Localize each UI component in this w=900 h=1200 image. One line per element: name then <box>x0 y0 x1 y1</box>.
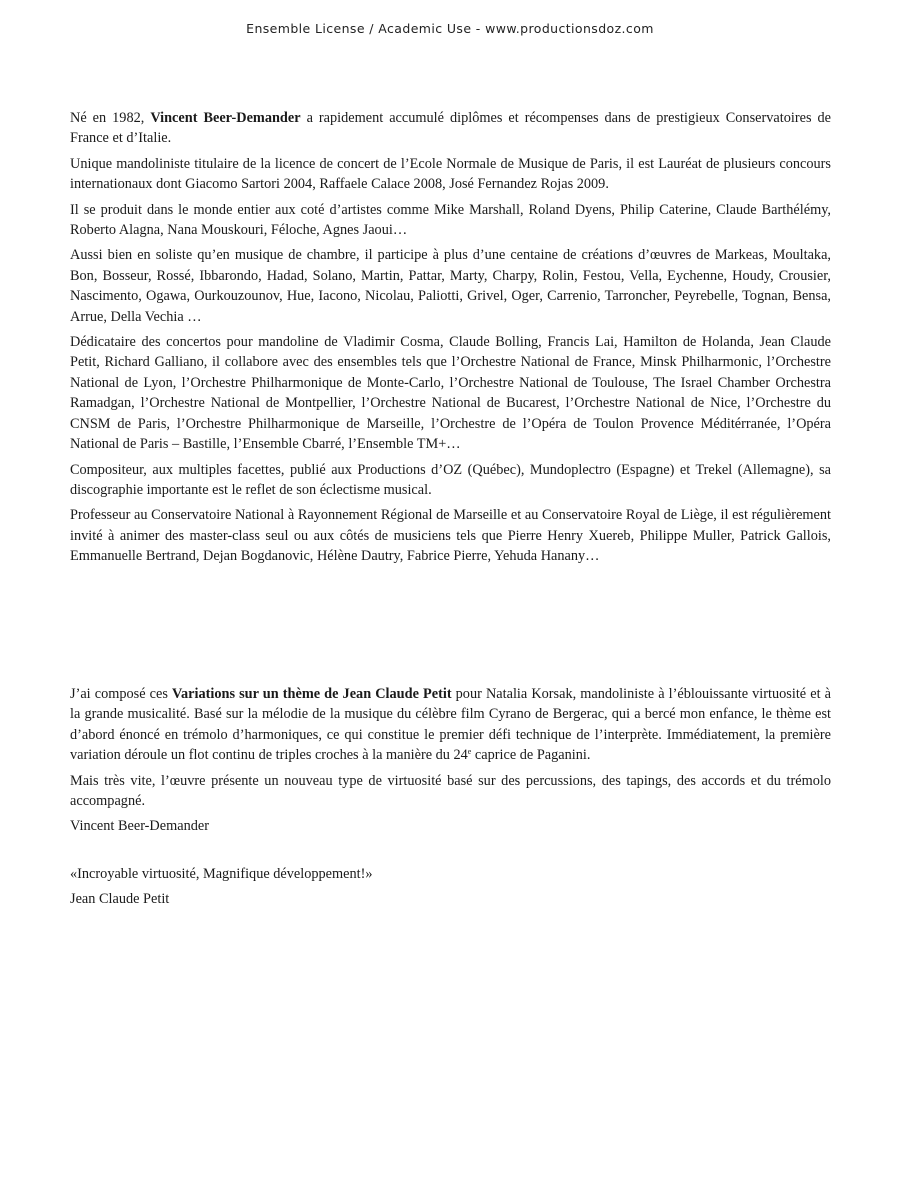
note-paragraph-2: Mais très vite, l’œuvre présente un nouveau type de virtuosité basé sur des percussions, des tapings, des accords et du trémolo accompagné. <box>70 772 831 810</box>
bio-paragraph-7: Professeur au Conservatoire National à Rayonnement Régional de Marseille et au Conservatoire Royal de Liège, il est régulièrement invité à animer des master-class seul ou aux côtés de musiciens tels que Pierre Henry Xuereb, Philippe Muller, Patrick Gallois, Emmanuelle Bertrand, Dejan Bogdanovic, Hélène Dautry, Fabrice Pierre, Yehuda Hanany… <box>70 507 831 565</box>
bio-paragraph-5: Dédicataire des concertos pour mandoline de Vladimir Cosma, Claude Bolling, Francis Lai, Hamilton de Holanda, Jean Claude Petit, Richard Galliano, il collabore avec des ensembles tels que l’Orchestre National de France, Minsk Philharmonic, l’Orchestre National de Lyon, l’Orchestre Philharmonique de Monte-Carlo, l’Orchestre National de Toulouse, The Israel Chamber Orchestra Ramadgan, l’Orchestre National de Montpellier, l’Orchestre National de Bucarest, l’Orchestre National de Nice, l’Orchestre du CNSM de Paris, l’Orchestre Philharmonique de Marseille, l’Orchestre de l’Opéra de Toulon Provence Méditérranée, l’Opéra National de Paris – Bastille, l’Ensemble Cbarré, l’Ensemble TM+… <box>70 334 831 453</box>
endorsement-quote: «Incroyable virtuosité, Magnifique développement!» <box>70 865 373 882</box>
program-note-section <box>70 684 831 915</box>
quote-author: Jean Claude Petit <box>70 891 170 908</box>
work-title: Variations sur un thème de Jean Claude Petit <box>171 686 452 702</box>
note-signature: Vincent Beer-Demander <box>70 818 209 835</box>
composer-name: Vincent Beer-Demander <box>150 110 301 126</box>
biography-section <box>70 108 831 572</box>
bio-paragraph-1: Né en 1982, Vincent Beer-Demander a rapidement accumulé diplômes et récompenses dans de prestigieux Conservatoires de France et d’Italie. <box>70 110 831 147</box>
license-header: Ensemble License / Academic Use - www.productionsdoz.com <box>246 21 654 36</box>
bio-paragraph-6: Compositeur, aux multiples facettes, publié aux Productions d’OZ (Québec), Mundoplectro (Espagne) et Trekel (Allemagne), sa discographie importante est le reflet de son éclectisme musical. <box>70 461 831 498</box>
ordinal-superscript: e <box>467 747 472 757</box>
bio-paragraph-3: Il se produit dans le monde entier aux coté d’artistes comme Mike Marshall, Roland Dyens, Philip Caterine, Claude Barthélémy, Roberto Alagna, Nana Mouskouri, Féloche, Agnes Jaoui… <box>70 201 831 239</box>
bio-paragraph-2: Unique mandoliniste titulaire de la licence de concert de l’Ecole Normale de Musique de Paris, il est Lauréat de plusieurs concours internationaux dont Giacomo Sartori 2004, Raffaele Calace 2008, José Fernandez Rojas 2009. <box>70 155 831 193</box>
bio-paragraph-4: Aussi bien en soliste qu’en musique de chambre, il participe à plus d’une centaine de créations d’œuvres de Markeas, Moultaka, Bon, Bosseur, Rossé, Ibbarondo, Hadad, Solano, Martin, Pattar, Marty, Charpy, Rolin, Festou, Vella, Eychenne, Houdy, Crousier, Nascimento, Ogawa, Ourkouzounov, Hue, Iacono, Nicolau, Paliotti, Grivel, Oger, Carrenio, Tarroncher, Peyrebelle, Tognan, Bensa, Arrue, Della Vechia … <box>70 247 831 325</box>
note-paragraph-1: J’ai composé ces Variations sur un thème de Jean Claude Petit pour Natalia Korsak, mandoliniste à l’éblouissante virtuosité et à la grande musicalité. Basé sur la mélodie de la musique du célèbre film Cyrano de Bergerac, qui a bercé mon enfance, le thème est d’abord énoncé en trémolo d’harmoniques, ce qui constitue le premier défi technique de l’interprète. Immédiatement, la première variation déroule un flot continu de triples croches à la manière du 24e caprice de Paganini. <box>70 686 831 764</box>
